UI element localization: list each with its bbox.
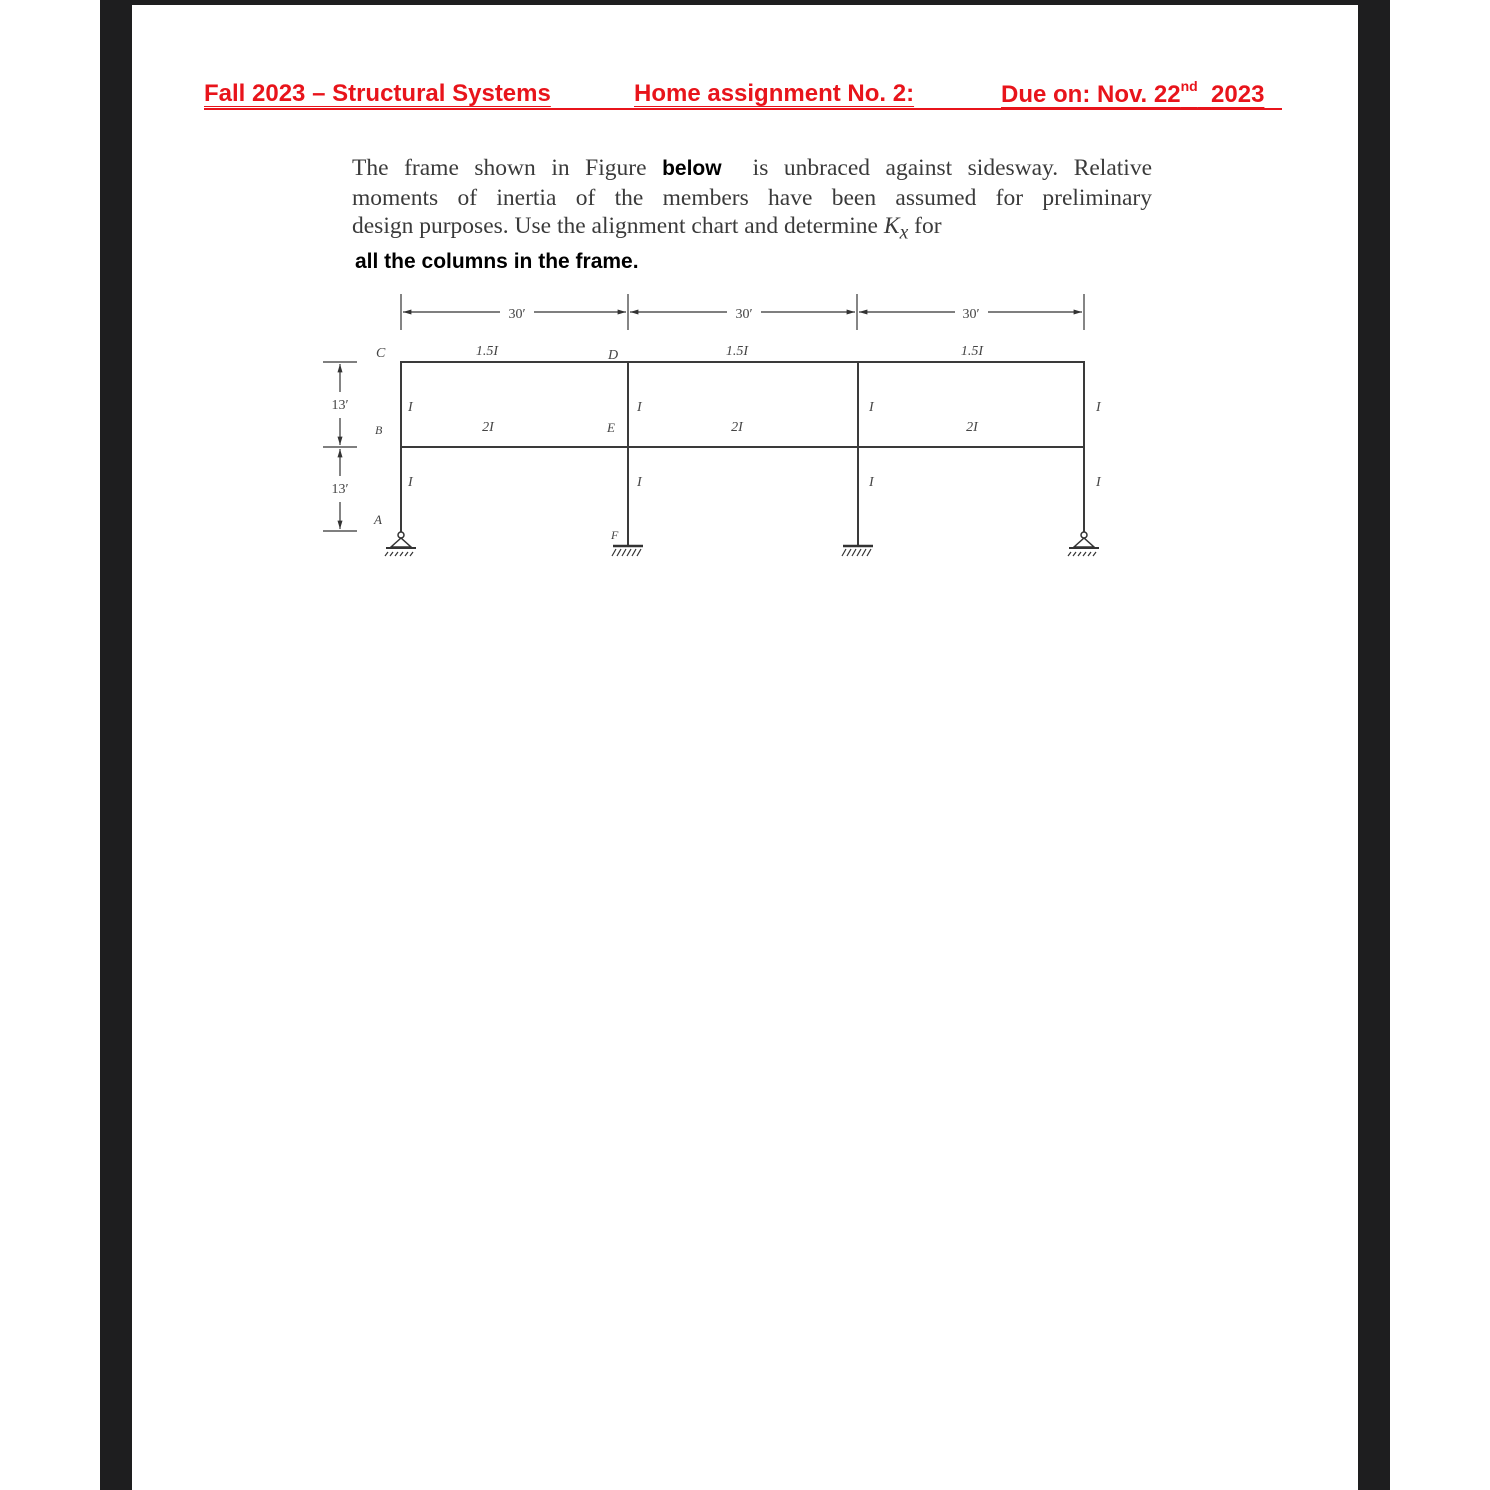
story-label-upper: 13′ bbox=[331, 398, 349, 413]
lower-column-label-2: I bbox=[637, 475, 642, 490]
lower-column-label-1: I bbox=[408, 475, 413, 490]
due-suffix: nd bbox=[1180, 78, 1198, 94]
k-letter: K bbox=[883, 213, 900, 239]
joint-label-e: E bbox=[607, 420, 615, 435]
floor-beam-label-3: 2I bbox=[966, 420, 978, 435]
joint-label-d: D bbox=[608, 348, 619, 363]
story-label-lower: 13′ bbox=[331, 482, 349, 497]
frame-members bbox=[400, 361, 1084, 545]
problem-line-1a: The frame shown in Figure bbox=[352, 155, 647, 181]
upper-column-label-4: I bbox=[1096, 400, 1101, 415]
upper-column-label-1: I bbox=[408, 400, 413, 415]
span-label-1: 30′ bbox=[508, 307, 526, 322]
pin-support-a bbox=[385, 532, 416, 556]
story-dimension-lines bbox=[323, 362, 357, 531]
upper-column-label-3: I bbox=[869, 400, 874, 415]
span-label-3: 30′ bbox=[962, 307, 980, 322]
upper-column-label-2: I bbox=[637, 400, 642, 415]
problem-line-3b: for bbox=[914, 213, 942, 239]
roof-beam-label-3: 1.5I bbox=[960, 344, 984, 359]
span-label-2: 30′ bbox=[735, 307, 753, 322]
header-assignment: Home assignment No. 2: bbox=[634, 80, 915, 107]
joint-label-a: A bbox=[374, 512, 382, 527]
problem-line-3a: design purposes. Use the alignment chart and determine bbox=[352, 213, 878, 239]
pin-support-right bbox=[1068, 532, 1099, 556]
problem-line-2: moments of inertia of the members have been assumed for preliminary bbox=[352, 184, 1152, 211]
lower-column-label-4: I bbox=[1096, 475, 1101, 490]
roof-beam-label-1: 1.5I bbox=[475, 344, 499, 359]
fixed-support-third bbox=[842, 546, 873, 556]
fixed-support-f bbox=[612, 546, 643, 556]
lower-column-label-3: I bbox=[869, 475, 874, 490]
problem-line-1c: is unbraced against sidesway. Relative bbox=[752, 155, 1153, 181]
header-course: Fall 2023 – Structural Systems bbox=[204, 80, 551, 107]
k-subscript: x bbox=[899, 222, 909, 244]
floor-beam-label-2: 2I bbox=[731, 420, 743, 435]
due-year: 2023 bbox=[1211, 81, 1265, 108]
floor-beam-label-1: 2I bbox=[482, 420, 494, 435]
roof-beam-label-2: 1.5I bbox=[725, 344, 749, 359]
problem-line-4: all the columns in the frame. bbox=[355, 250, 639, 273]
problem-line-1b: below bbox=[662, 157, 722, 180]
joint-label-c: C bbox=[376, 346, 386, 361]
joint-label-f: F bbox=[611, 528, 619, 542]
due-prefix: Due on: Nov. 22 bbox=[1001, 81, 1181, 108]
joint-label-b: B bbox=[375, 423, 383, 437]
